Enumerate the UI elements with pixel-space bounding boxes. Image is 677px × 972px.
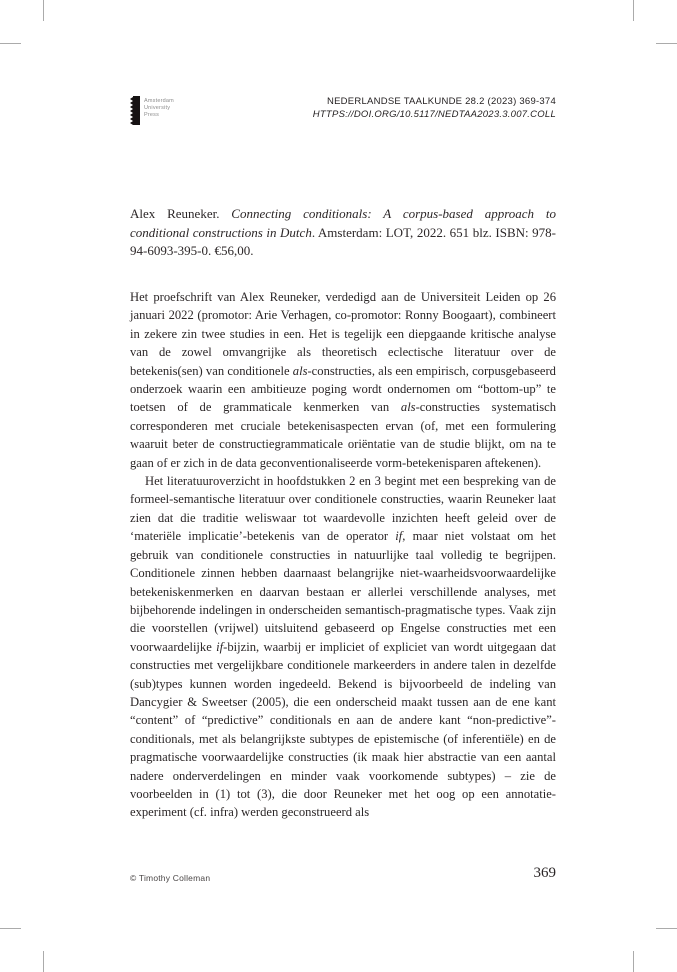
review-body bbox=[130, 288, 556, 822]
text-run: -constructies systematisch corresponderen met cruciale betekenisaspecten ervan (of, met een formulering waaruit beter de constructiegrammaticale oriëntatie van de studie blijkt, om na te gaan of er zich in de data geconventionaliseerde vorm-betekenisparen aftekenen). bbox=[130, 400, 556, 470]
italic-text-run: if bbox=[216, 639, 224, 654]
italic-text-run: als bbox=[292, 363, 308, 378]
crop-mark-top-left-horizontal bbox=[0, 43, 21, 44]
publisher-name-line: University bbox=[144, 105, 171, 111]
journal-header bbox=[130, 96, 556, 121]
text-run: Het literatuuroverzicht in hoofdstukken 2 en 3 begint met een bespreking van de formeel-semantische literatuur over conditionele constructies, waarin Reuneker laat zien dat die traditie weliswaar tot waardevolle inzichten heeft geleid over de ‘materiële implicatie’-betekenis van de operator bbox=[130, 474, 556, 544]
crop-mark-bottom-left-horizontal bbox=[0, 928, 21, 929]
body-paragraph bbox=[130, 472, 556, 822]
crop-mark-bottom-left-vertical bbox=[43, 951, 44, 972]
crop-mark-top-right-horizontal bbox=[656, 43, 677, 44]
crop-mark-bottom-right-vertical bbox=[633, 951, 634, 972]
text-run: -constructies, als een empirisch, corpusgebaseerd onderzoek waarin een ambitieuze poging wordt ondernomen om “bottom-up” te toetsen of de grammaticale kenmerken van bbox=[130, 363, 556, 415]
body-paragraph bbox=[130, 288, 556, 472]
text-run: . Amsterdam: LOT, 2022. 651 blz. ISBN: 978-94-6093-395-0. €56,00. bbox=[130, 224, 557, 259]
doi-line: HTTPS://DOI.ORG/10.5117/NEDTAA2023.3.007.COLL bbox=[312, 108, 556, 120]
publisher-name-line: Press bbox=[144, 112, 160, 118]
text-run: Alex Reuneker. bbox=[130, 206, 232, 221]
copyright-notice: © Timothy Colleman bbox=[130, 873, 211, 883]
italic-text-run: if bbox=[395, 529, 403, 544]
page-number: 369 bbox=[533, 865, 556, 881]
text-run: , maar niet volstaat om het gebruik van conditionele constructies in natuurlijke taal volledig te begrijpen. Conditionele zinnen hebben daarnaast belangrijke niet-waarheidsvoorwaardelijke betekeniskenmerken en daarvan bestaan er allerlei verschillende analyses, met bijbehorende indelingen in onderscheiden semantisch-pragmatische types. Vaak zijn die voorstellen (vrijwel) uitsluitend gebaseerd op Engelse constructies met een voorwaardelijke bbox=[130, 529, 556, 654]
reviewed-work-reference bbox=[130, 205, 556, 261]
italic-text-run: als bbox=[400, 400, 416, 415]
crop-mark-bottom-right-horizontal bbox=[656, 928, 677, 929]
text-run: Het proefschrift van Alex Reuneker, verdedigd aan de Universiteit Leiden op 26 januari 2022 (promotor: Arie Verhagen, co-promotor: Ronny Boogaart), combineert in zekere zin twee studies in een. Het is tegelijk een diepgaande kritische analyse van de zowel omvangrijke als theoretisch eclectische literatuur over de betekenis(sen) van conditionele bbox=[130, 290, 556, 378]
italic-text-run: Connecting conditionals: A corpus-based approach to conditional constructions in Dutch bbox=[130, 206, 556, 240]
crop-mark-top-left-vertical bbox=[43, 0, 44, 21]
crop-mark-top-right-vertical bbox=[633, 0, 634, 21]
text-run: -bijzin, waarbij er impliciet of expliciet van wordt uitgegaan dat constructies met vergelijkbare conditionele markeerders in andere talen in dezelfde (sub)types kunnen worden ingedeeld. Bekend is bijvoorbeeld de indeling van Dancygier & Sweetser (2005), die een onderscheid maakt tussen aan de ene kant “content” of “predictive” conditionals en aan de andere kant “non-predictive”-conditionals, met als belangrijkste subtypes de epistemische (of inferentiële) en de pragmatische voorwaardelijke constructies (ik maak hier abstractie van een aantal nadere onderverdelingen en minder vaak voorkomende subtypes) – zie de voorbeelden in (1) tot (3), die door Reuneker met het oog op een annotatie-experiment (cf. infra) werden geconstrueerd als bbox=[130, 639, 556, 820]
publisher-name-line: Amsterdam bbox=[144, 98, 174, 104]
journal-issue-line: NEDERLANDSE TAALKUNDE 28.2 (2023) 369-374 bbox=[326, 96, 556, 107]
